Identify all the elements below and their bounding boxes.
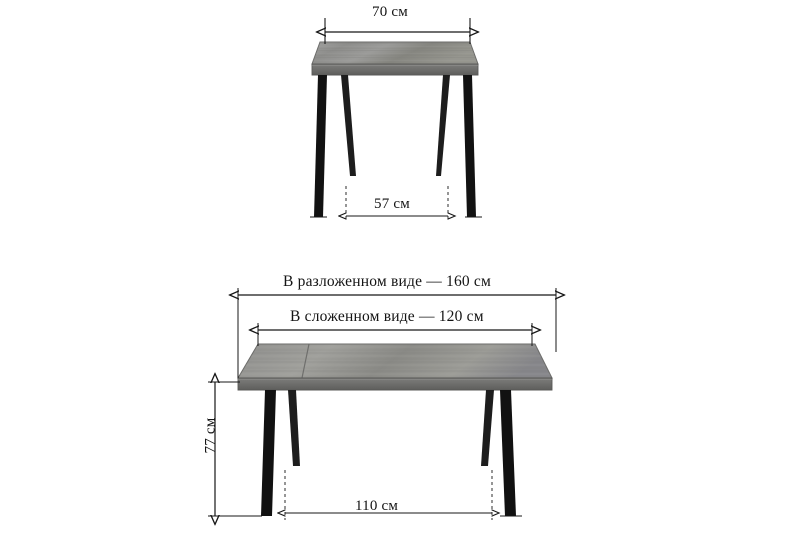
- label-top-width: 70 см: [372, 4, 408, 20]
- label-top-depth: 57 см: [374, 196, 410, 212]
- label-height: 77 см: [202, 417, 219, 454]
- dimension-bottom-width: [285, 470, 522, 520]
- top-view-table: [312, 42, 478, 217]
- label-bottom-width: 110 см: [355, 498, 399, 514]
- dimension-top-width: [325, 18, 470, 44]
- dimension-folded-length: [258, 323, 532, 346]
- label-folded-length: В сложенном виде — 120 см: [290, 308, 484, 325]
- label-unfolded-length: В разложенном виде — 160 см: [283, 273, 492, 290]
